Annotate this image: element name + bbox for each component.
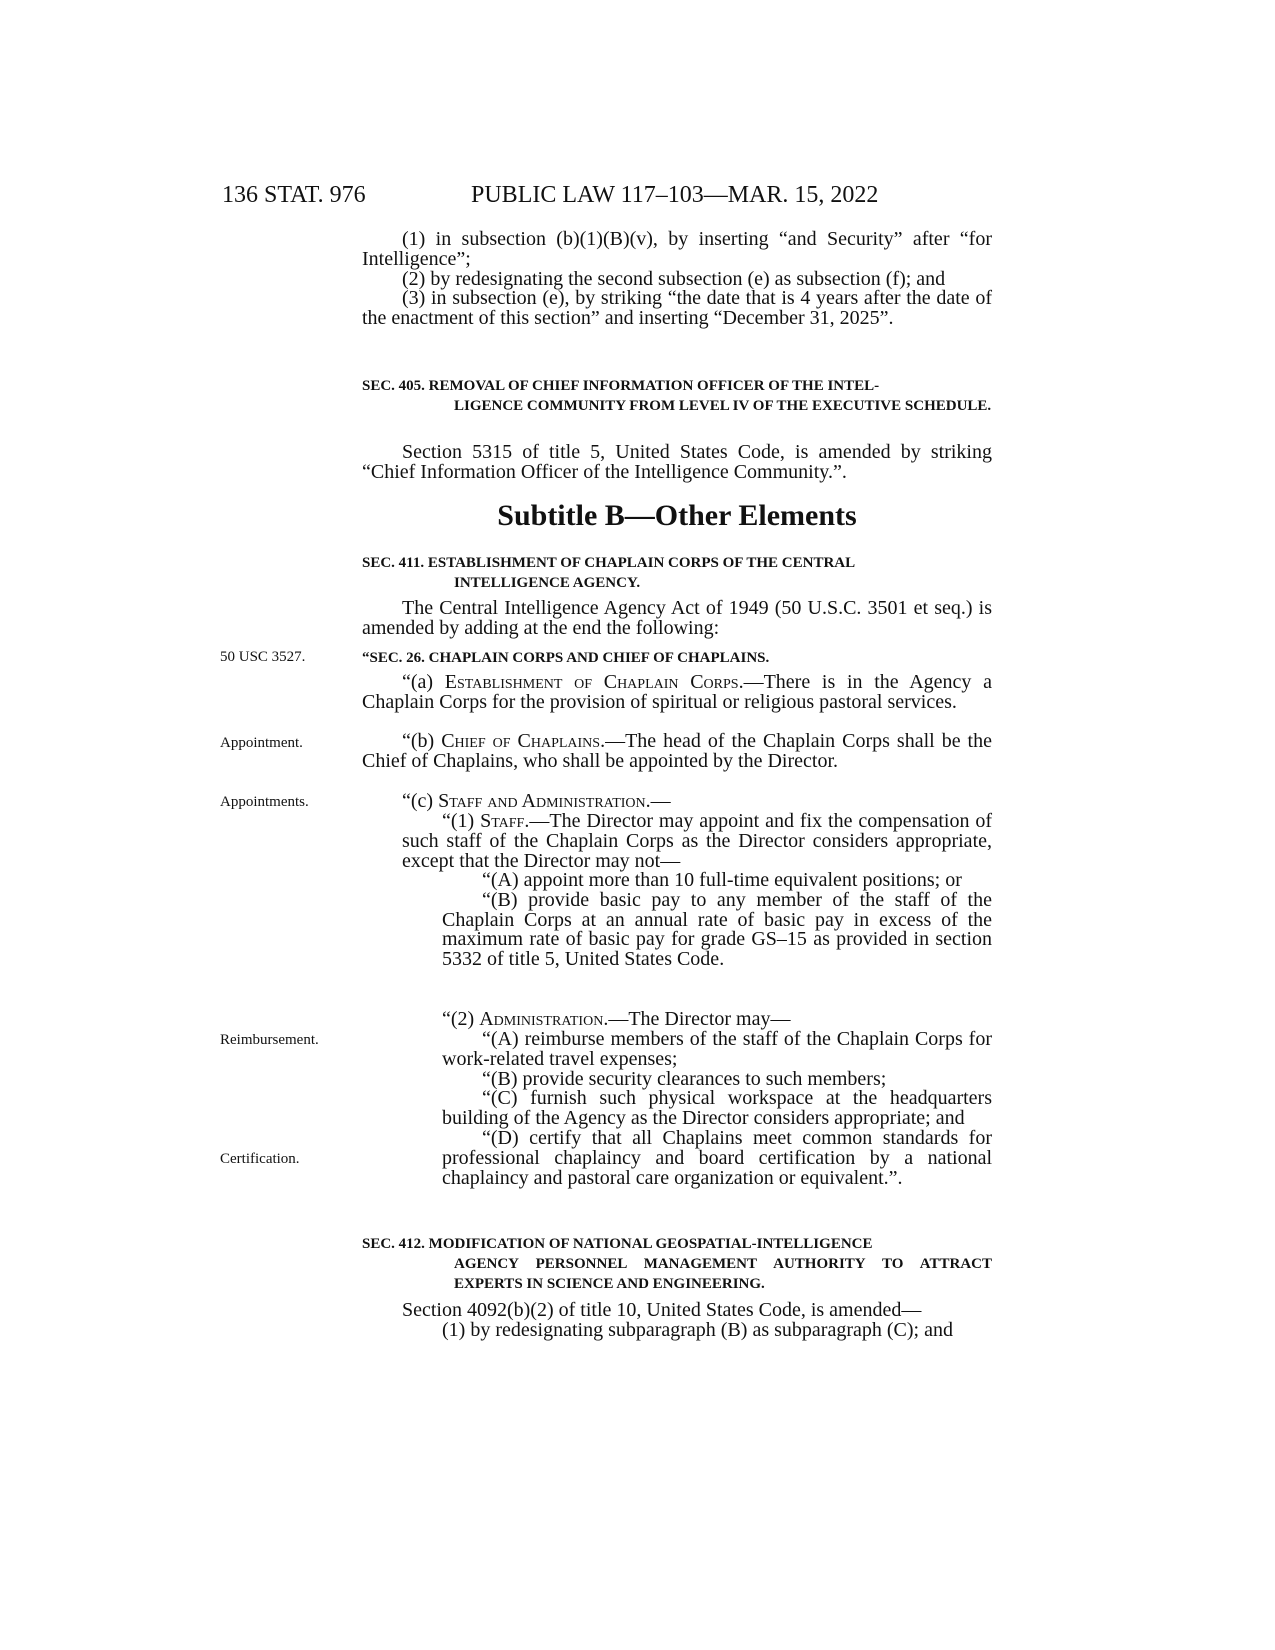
para-c1-subparas xyxy=(442,871,992,970)
sec412-body xyxy=(362,1301,992,1341)
stat-page-number: 136 STAT. 976 xyxy=(222,182,366,208)
sec411-intro-text: The Central Intelligence Agency Act of 1949 (50 U.S.C. 3501 et seq.) is amended by adding at the end the following: xyxy=(362,597,992,639)
subsec-a-heading: Establishment of Chaplain Corps xyxy=(444,671,739,693)
top-item-1: (1) in subsection (b)(1)(B)(v), by inserting “and Security” after “for Intelligence”; xyxy=(362,228,992,270)
margin-note-appointments: Appointments. xyxy=(220,794,309,810)
subpara-c2A: “(A) reimburse members of the staff of the Chaplain Corps for work-related travel expenses; xyxy=(442,1028,992,1070)
subsec-c-text: .— xyxy=(645,790,671,812)
subsec-c xyxy=(362,792,992,812)
subsec-a-prefix: “(a) xyxy=(402,671,445,693)
margin-note-certification: Certification. xyxy=(220,1151,300,1167)
subsec-a-text: .—There is in the Agency a Chaplain Corps for the provision of spiritual or religious pastoral services. xyxy=(362,671,992,713)
para-c2-heading: Administration xyxy=(479,1008,604,1030)
subsec-a xyxy=(362,673,992,713)
sec411-heading-cont: INTELLIGENCE AGENCY. xyxy=(454,575,641,591)
subpara-c1B: “(B) provide basic pay to any member of the staff of the Chaplain Corps at an annual rate of basic pay in excess of the maximum rate of basic pay for grade GS–15 as provided in section 5332 of title 5, United States Code. xyxy=(442,888,992,971)
margin-note-appointment: Appointment. xyxy=(220,735,303,751)
sec412-heading xyxy=(362,1234,992,1294)
subpara-c2D: “(D) certify that all Chaplains meet common standards for professional chaplaincy and board certification by a national chaplaincy and pastoral care organization or equivalent.”. xyxy=(442,1126,992,1189)
sec412-intro: Section 4092(b)(2) of title 10, United States Code, is amended— xyxy=(402,1299,922,1321)
subsec-b-heading: Chief of Chaplains xyxy=(441,730,601,752)
subsec-b-text: .—The head of the Chaplain Corps shall be the Chief of Chaplains, who shall be appointed by the Director. xyxy=(362,730,992,772)
law-title-header: PUBLIC LAW 117–103—MAR. 15, 2022 xyxy=(471,182,879,208)
sec405-heading-cont: LIGENCE COMMUNITY FROM LEVEL IV OF THE EXECUTIVE SCHEDULE. xyxy=(454,398,992,414)
margin-note-usc: 50 USC 3527. xyxy=(220,649,306,665)
para-c2-text: .—The Director may— xyxy=(603,1008,791,1030)
sec411-heading xyxy=(362,553,992,593)
sec405-heading xyxy=(362,376,992,416)
sec405-heading-line1: SEC. 405. REMOVAL OF CHIEF INFORMATION OFFICER OF THE INTEL- xyxy=(362,378,880,394)
subsec-b xyxy=(362,732,992,772)
sec405-text: Section 5315 of title 5, United States Code, is amended by striking “Chief Information Officer of the Intelligence Community.”. xyxy=(362,441,992,483)
subsec-c-prefix: “(c) xyxy=(402,790,439,812)
subsec-b-prefix: “(b) xyxy=(402,730,442,752)
sec411-intro xyxy=(362,599,992,639)
top-item-2: (2) by redesignating the second subsection (e) as subsection (f); and xyxy=(402,267,946,290)
subsec-c-heading: Staff and Administration xyxy=(438,790,646,812)
sec412-item-1: (1) by redesignating subparagraph (B) as subparagraph (C); and xyxy=(442,1318,953,1341)
para-c1-prefix: “(1) xyxy=(442,810,481,832)
subtitle-heading: Subtitle B—Other Elements xyxy=(497,499,857,532)
margin-note-reimbursement: Reimbursement. xyxy=(220,1032,319,1048)
subpara-c1A: “(A) appoint more than 10 full-time equivalent positions; or xyxy=(482,869,962,891)
subpara-c2B: “(B) provide security clearances to such members; xyxy=(482,1067,887,1090)
para-c1-heading: Staff xyxy=(480,810,525,832)
para-c2-subparas xyxy=(442,1030,992,1188)
para-c2-prefix: “(2) xyxy=(442,1008,480,1030)
sec405-body xyxy=(362,443,992,483)
subpara-c2C: “(C) furnish such physical workspace at the headquarters building of the Agency as the Director considers appropriate; and xyxy=(442,1087,992,1130)
top-item-3: (3) in subsection (e), by striking “the date that is 4 years after the date of the enactment of this section” and inserting “December 31, 2025”. xyxy=(362,287,992,330)
para-c1-text: .—The Director may appoint and fix the compensation of such staff of the Chaplain Corps as the Director considers appropriate, except that the Director may not— xyxy=(402,810,993,872)
sec411-heading-line1: SEC. 411. ESTABLISHMENT OF CHAPLAIN CORPS OF THE CENTRAL xyxy=(362,555,856,571)
para-c2 xyxy=(402,1010,992,1030)
sec26-heading: “SEC. 26. CHAPLAIN CORPS AND CHIEF OF CHAPLAINS. xyxy=(362,650,770,666)
sec412-heading-line1: SEC. 412. MODIFICATION OF NATIONAL GEOSPATIAL-INTELLIGENCE xyxy=(362,1236,873,1252)
top-items xyxy=(362,230,992,329)
sec412-heading-cont: AGENCY PERSONNEL MANAGEMENT AUTHORITY TO ATTRACT EXPERTS IN SCIENCE AND ENGINEERING. xyxy=(454,1256,992,1292)
para-c1 xyxy=(402,812,992,871)
